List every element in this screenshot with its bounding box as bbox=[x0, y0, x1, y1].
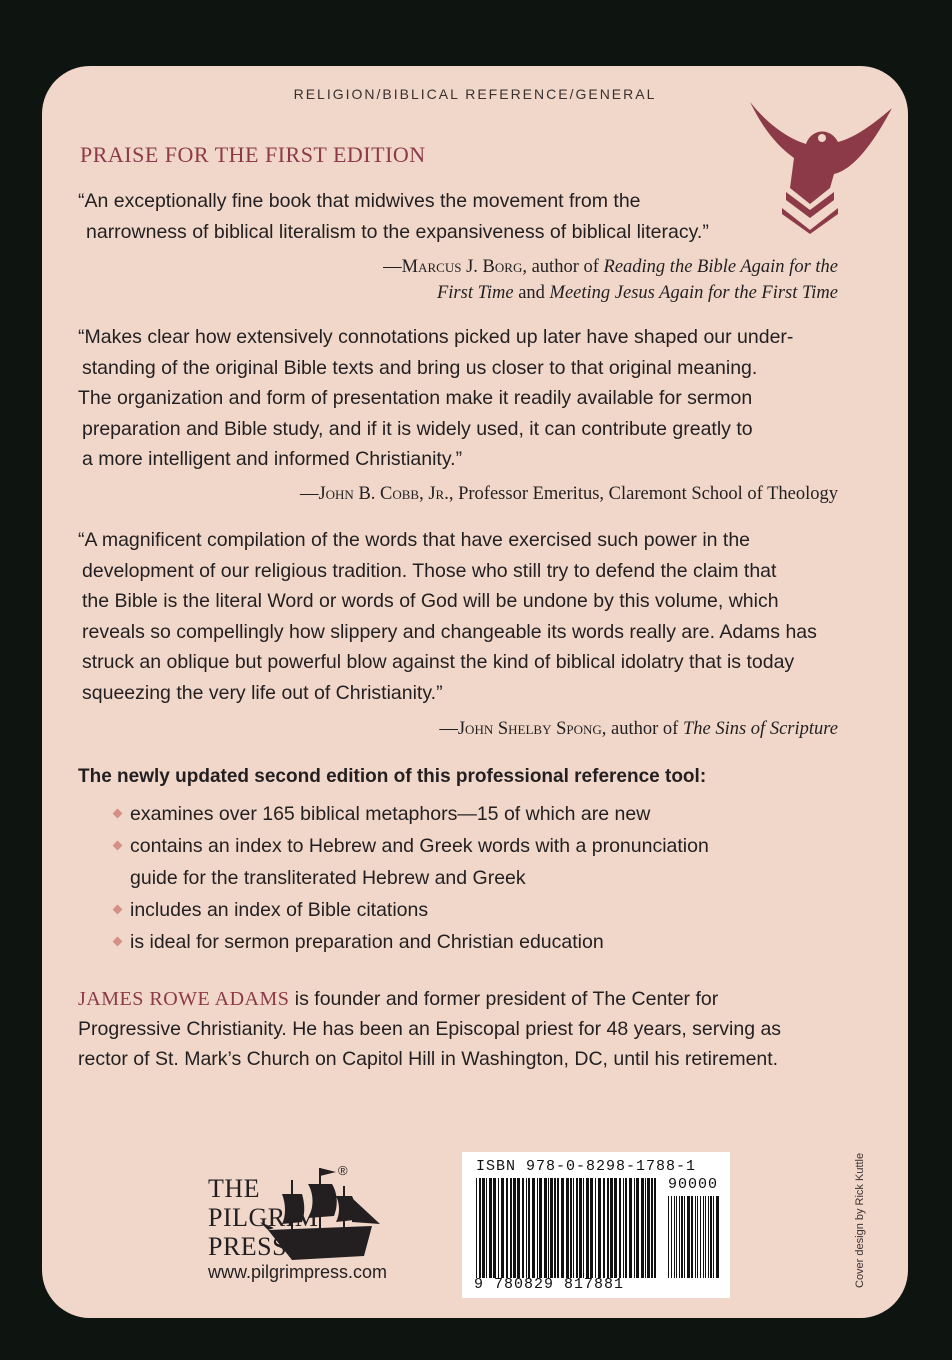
barcode-bar bbox=[513, 1178, 516, 1278]
list-item: examines over 165 biblical metaphors—15 of which are new bbox=[114, 798, 709, 830]
barcode-bar bbox=[506, 1178, 508, 1278]
barcode-bar bbox=[629, 1178, 632, 1278]
barcode-bar bbox=[554, 1178, 556, 1278]
quote-line: narrowness of biblical literalism to the expansiveness of biblical literacy.” bbox=[86, 220, 709, 243]
barcode-bar bbox=[634, 1178, 635, 1278]
barcode-bar bbox=[716, 1196, 719, 1278]
price-code: 90000 bbox=[668, 1176, 719, 1193]
barcode-bar bbox=[697, 1196, 698, 1278]
barcode-bar bbox=[510, 1178, 512, 1278]
ean-digits: 9 780829 817881 bbox=[474, 1276, 625, 1293]
quote-line: reveals so compellingly how slippery and changeable its words really are. Adams has bbox=[82, 620, 817, 643]
barcode-bar bbox=[708, 1196, 709, 1278]
attribution-cobb: —John B. Cobb, Jr., Professor Emeritus, Claremont School of Theology bbox=[299, 484, 838, 504]
barcode-bar bbox=[691, 1196, 693, 1278]
quote-line: development of our religious tradition. Those who still try to defend the claim that bbox=[82, 559, 777, 582]
quote-line: struck an oblique but powerful blow against the kind of biblical idolatry that is today bbox=[82, 651, 795, 673]
barcode-bar bbox=[532, 1178, 535, 1278]
list-item: is ideal for sermon preparation and Christian education bbox=[114, 926, 709, 958]
list-item: contains an index to Hebrew and Greek words with a pronunciation bbox=[114, 830, 709, 862]
back-cover bbox=[42, 66, 908, 1318]
registered-mark: ® bbox=[338, 1163, 348, 1178]
diamond-bullet-icon bbox=[113, 905, 123, 915]
features-heading: The newly updated second edition of this professional reference tool: bbox=[78, 766, 707, 787]
quote-line: “Makes clear how extensively connotations picked up later have shaped our under- bbox=[78, 326, 794, 348]
barcode-bar bbox=[579, 1178, 582, 1278]
barcode-bar bbox=[610, 1178, 613, 1278]
book-title: The Sins of Scripture bbox=[682, 719, 838, 739]
book-title: Reading the Bible Again for the bbox=[603, 257, 838, 277]
quote-line: squeezing the very life out of Christianity.” bbox=[82, 681, 443, 704]
book-title: Meeting Jesus Again for the First Time bbox=[549, 283, 838, 303]
barcode-bar bbox=[619, 1178, 621, 1278]
author-bio: JAMES ROWE ADAMS is founder and former president of The Center for Progressive Christianity. He has been an Episcopal priest for 48 years, serving as rector of St. Mark’s Church on Capitol Hill in Washington, DC, until his retirement. bbox=[78, 988, 782, 1070]
quote-line: The organization and form of presentation make it readily available for sermon bbox=[78, 387, 753, 409]
barcode-bar bbox=[668, 1196, 669, 1278]
author-name: John Shelby Spong bbox=[457, 719, 602, 739]
barcode-bar bbox=[654, 1178, 656, 1278]
quote-line: a more intelligent and informed Christianity.” bbox=[82, 448, 463, 470]
barcode-bar bbox=[489, 1178, 492, 1278]
quote-line: standing of the original Bible texts and bring us closer to that original meaning. bbox=[82, 356, 758, 379]
barcode-bar bbox=[641, 1178, 644, 1278]
quote-line: “A magnificent compilation of the words that have exercised such power in the bbox=[78, 529, 751, 551]
barcode-bar bbox=[526, 1178, 527, 1278]
publisher-url[interactable]: www.pilgrimpress.com bbox=[208, 1262, 388, 1282]
attribution-spong: —John Shelby Spong, author of The Sins of Scripture bbox=[439, 719, 838, 739]
barcode-bar bbox=[561, 1178, 564, 1278]
quote-line: preparation and Bible study, and if it is widely used, it can contribute greatly to bbox=[82, 417, 753, 440]
cover-credit: Cover design by Rick Kuttle bbox=[854, 1152, 866, 1288]
barcode-bar bbox=[598, 1178, 601, 1278]
diamond-bullet-icon bbox=[113, 937, 123, 947]
barcode-bar bbox=[544, 1178, 547, 1278]
diamond-bullet-icon bbox=[113, 841, 123, 851]
quote-line: “An exceptionally fine book that midwives the movement from the bbox=[78, 190, 641, 212]
quote-cobb bbox=[78, 322, 793, 475]
barcode-bar bbox=[586, 1178, 589, 1278]
barcode-bar bbox=[684, 1196, 685, 1278]
category-label: RELIGION/BIBLICAL REFERENCE/GENERAL bbox=[293, 86, 657, 102]
barcode-bar bbox=[583, 1178, 584, 1278]
barcode-bar bbox=[703, 1196, 704, 1278]
barcode-bar bbox=[498, 1178, 499, 1278]
praise-heading: PRAISE FOR THE FIRST EDITION bbox=[80, 142, 426, 167]
barcode-bar bbox=[603, 1178, 605, 1278]
barcode-bar bbox=[493, 1178, 496, 1278]
list-item-continuation: guide for the transliterated Hebrew and Greek bbox=[130, 867, 526, 889]
addon-barcode-bars bbox=[668, 1196, 720, 1278]
quote-spong bbox=[78, 525, 817, 708]
barcode-bar bbox=[695, 1196, 696, 1278]
barcode-bar bbox=[679, 1196, 680, 1278]
barcode bbox=[462, 1152, 730, 1298]
attribution-borg: —Marcus J. Borg, author of Reading the Bible Again for the First Time and Meeting Jesus Again for the First Time bbox=[383, 257, 838, 303]
barcode-bar bbox=[566, 1178, 569, 1278]
quote-borg bbox=[78, 186, 709, 247]
barcode-bar bbox=[528, 1178, 530, 1278]
barcode-bar bbox=[548, 1178, 549, 1278]
barcode-bar bbox=[570, 1178, 572, 1278]
barcode-bar bbox=[674, 1196, 675, 1278]
barcode-bar bbox=[614, 1178, 617, 1278]
barcode-bar bbox=[625, 1178, 627, 1278]
barcode-bar bbox=[713, 1196, 714, 1278]
barcode-bar bbox=[479, 1178, 481, 1278]
author-bio-name: JAMES ROWE ADAMS bbox=[78, 988, 290, 1010]
features-list bbox=[114, 798, 709, 958]
publisher-name: THE PILGRIM PRESS bbox=[208, 1174, 319, 1261]
barcode-bar bbox=[676, 1196, 677, 1278]
isbn-text: ISBN 978-0-8298-1788-1 bbox=[476, 1158, 697, 1175]
barcode-bar bbox=[590, 1178, 593, 1278]
barcode-bar bbox=[595, 1178, 596, 1278]
barcode-bar bbox=[705, 1196, 706, 1278]
barcode-bar bbox=[607, 1178, 609, 1278]
barcode-bar bbox=[687, 1196, 690, 1278]
barcode-bar bbox=[573, 1178, 574, 1278]
barcode-bar bbox=[700, 1196, 701, 1278]
barcode-bar bbox=[537, 1178, 538, 1278]
barcode-bar bbox=[671, 1196, 672, 1278]
barcode-bar bbox=[550, 1178, 553, 1278]
list-item: includes an index of Bible citations bbox=[114, 894, 709, 926]
author-name: John B. Cobb, Jr. bbox=[318, 484, 449, 504]
ean-barcode-bars bbox=[476, 1178, 656, 1278]
barcode-bar bbox=[486, 1178, 487, 1278]
barcode-bar bbox=[681, 1196, 683, 1278]
barcode-bar bbox=[645, 1178, 646, 1278]
barcode-bar bbox=[710, 1196, 712, 1278]
barcode-bar bbox=[501, 1178, 504, 1278]
barcode-bar bbox=[482, 1178, 485, 1278]
barcode-bar bbox=[539, 1178, 542, 1278]
barcode-bar bbox=[623, 1178, 624, 1278]
barcode-bar bbox=[647, 1178, 650, 1278]
barcode-bar bbox=[636, 1178, 639, 1278]
dove-logo-icon bbox=[742, 94, 898, 234]
barcode-bar bbox=[522, 1178, 524, 1278]
book-title: First Time bbox=[436, 283, 514, 303]
author-name: Marcus J. Borg bbox=[401, 257, 523, 277]
barcode-bar bbox=[651, 1178, 653, 1278]
quote-line: the Bible is the literal Word or words of God will be undone by this volume, which bbox=[82, 590, 779, 612]
barcode-bar bbox=[557, 1178, 559, 1278]
barcode-bar bbox=[576, 1178, 578, 1278]
diamond-bullet-icon bbox=[113, 809, 123, 819]
barcode-bar bbox=[476, 1178, 477, 1278]
barcode-bar bbox=[517, 1178, 520, 1278]
